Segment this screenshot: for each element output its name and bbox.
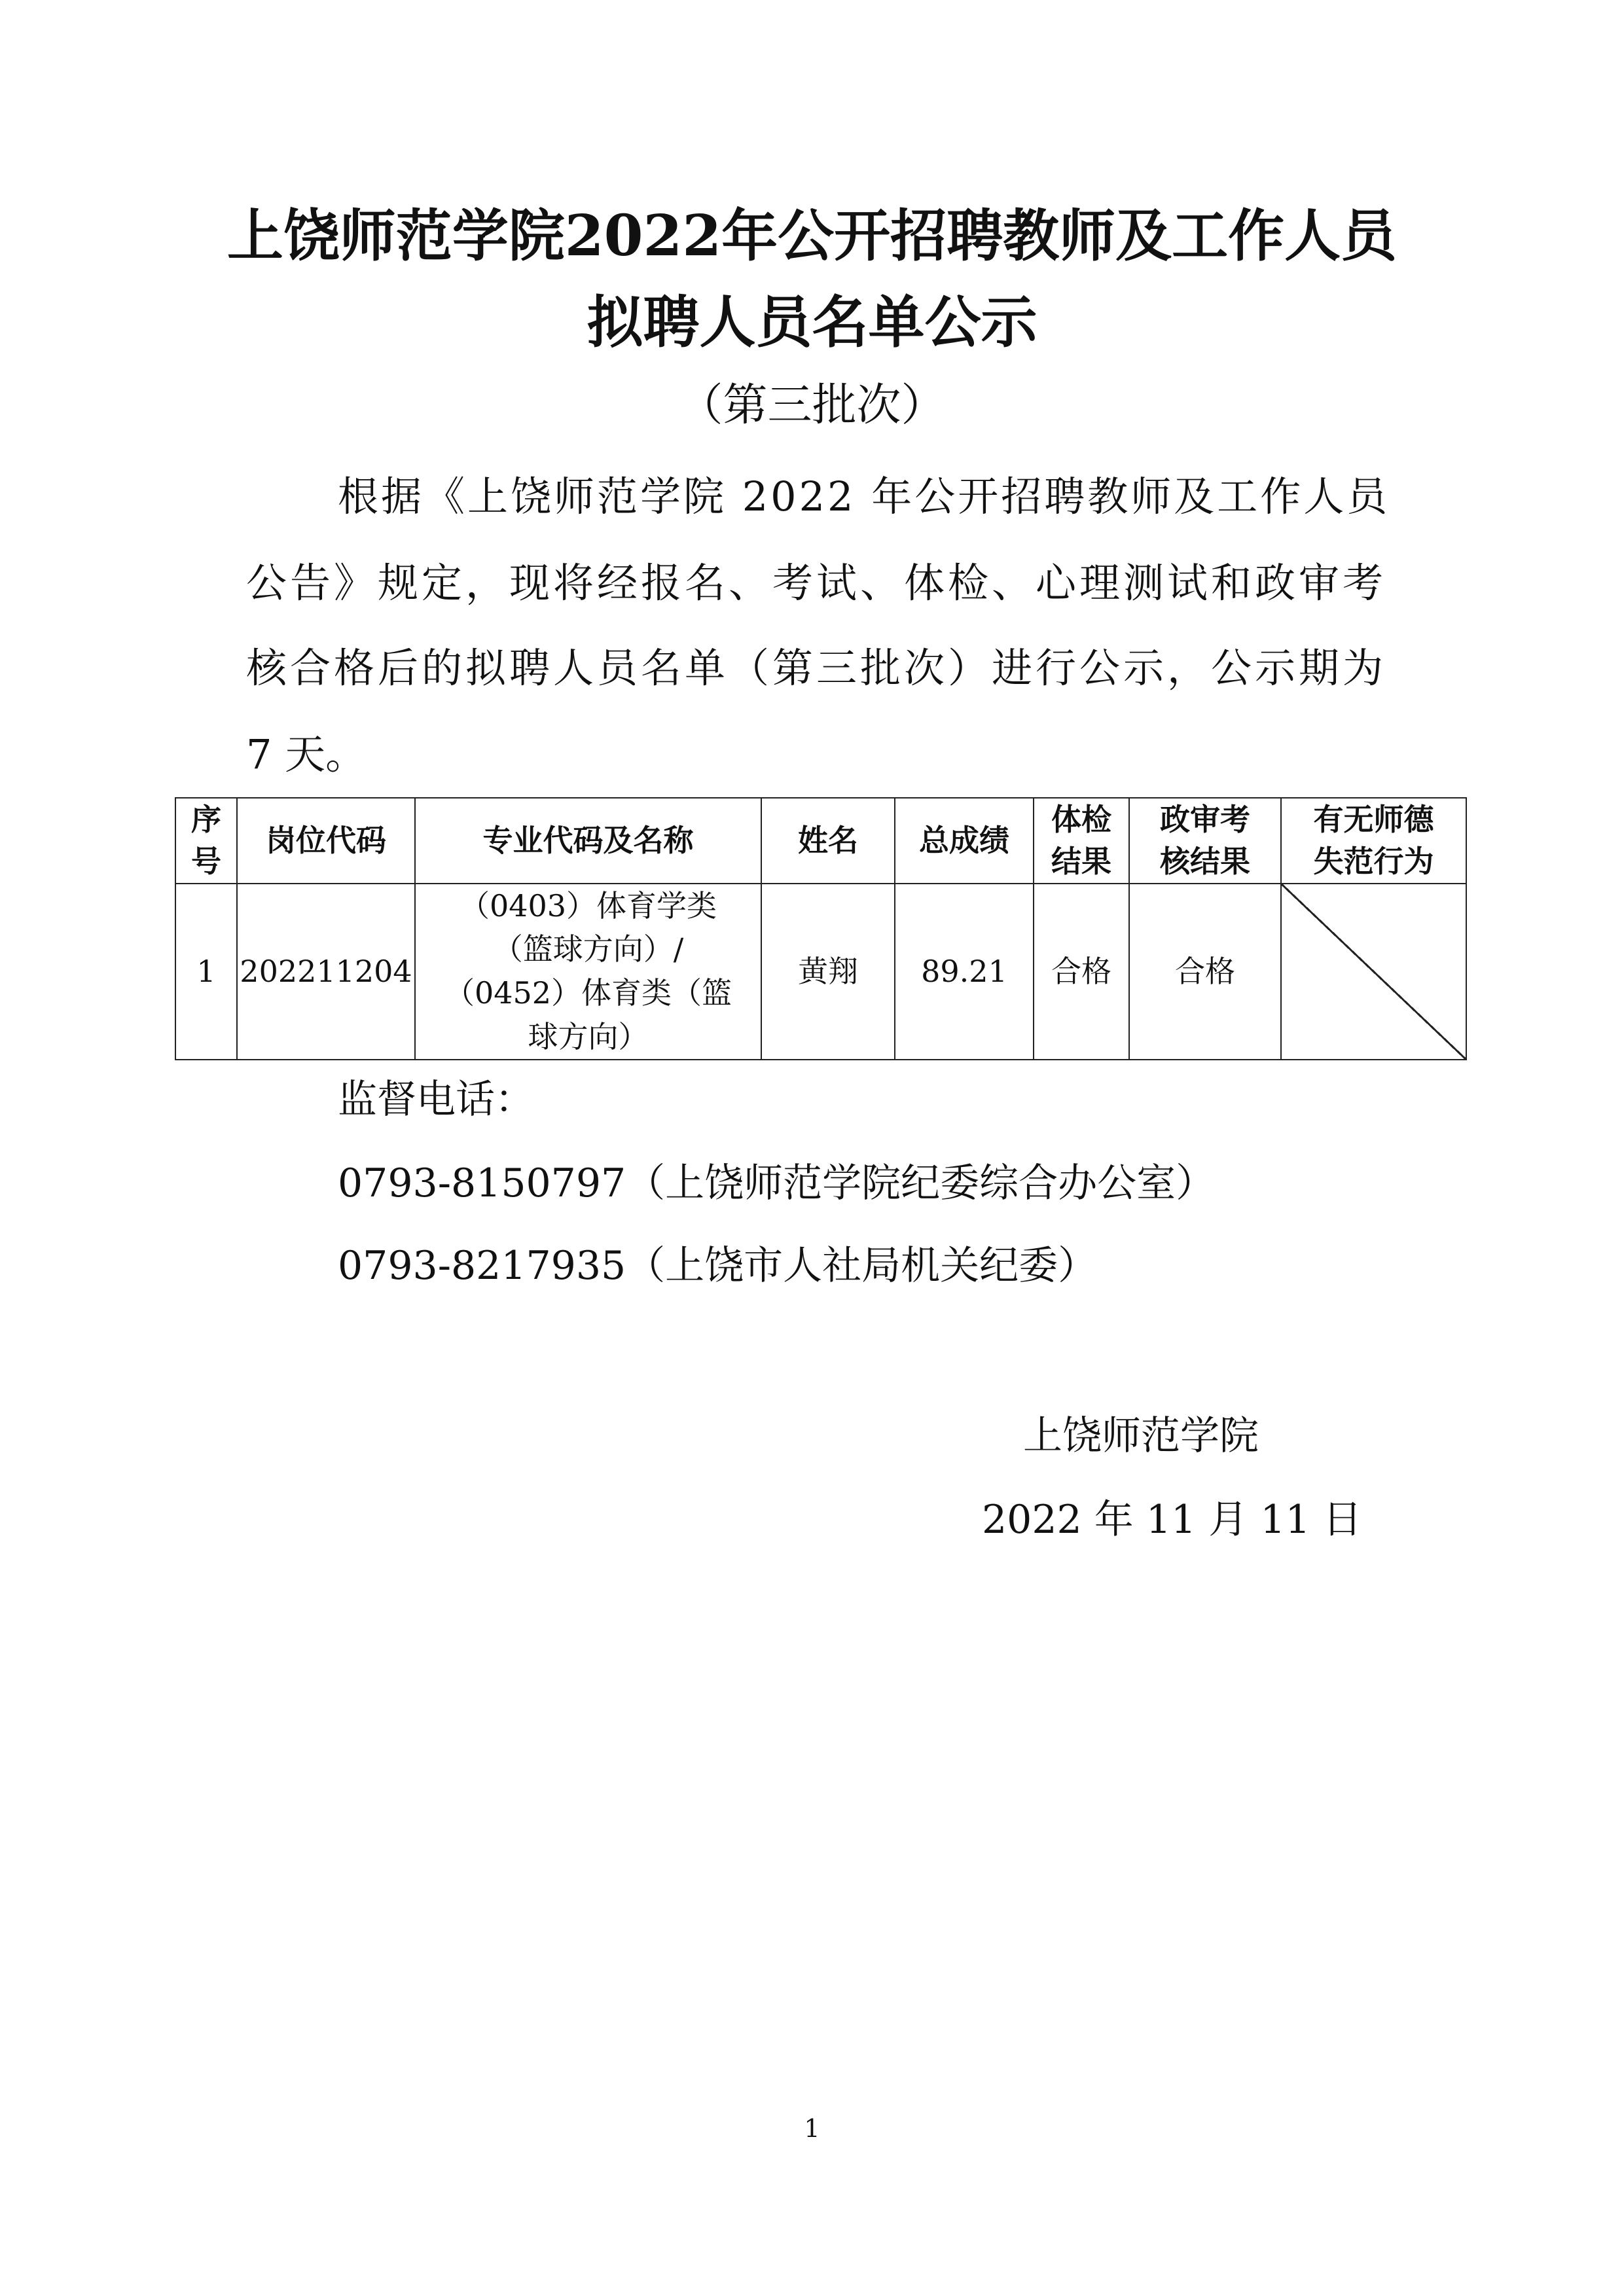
batch-subtitle: （第三批次） [678, 380, 946, 431]
supervision-phone-2: 0793-8217935（上饶市人社局机关纪委） [338, 1243, 1098, 1289]
header-seq: 序 号 [175, 798, 237, 884]
cell-post-code: 202211204 [237, 884, 415, 1060]
header-name: 姓名 [761, 798, 895, 884]
header-major: 专业代码及名称 [415, 798, 761, 884]
supervision-phone-1: 0793-8150797（上饶师范学院纪委综合办公室） [338, 1160, 1216, 1206]
document-title: 上饶师范学院2022年公开招聘教师及工作人员 [226, 203, 1398, 269]
document-title-line-2: 拟聘人员名单公示 [586, 289, 1038, 355]
header-exam-result: 体检 结果 [1034, 798, 1129, 884]
signature-organization: 上饶师范学院 [1023, 1413, 1259, 1459]
header-ethics: 有无师德 失范行为 [1281, 798, 1466, 884]
body-paragraph-line-3: 核合格后的拟聘人员名单（第三批次）进行公示，公示期为 [246, 644, 1387, 692]
table-header-row [175, 798, 1466, 884]
cell-political-result: 合格 [1129, 884, 1281, 1060]
body-paragraph-line-4: 7 天。 [246, 730, 367, 778]
header-post-code: 岗位代码 [237, 798, 415, 884]
cell-major: （0403）体育学类 （篮球方向）/ （0452）体育类（篮 球方向） [415, 884, 761, 1060]
page-number: 1 [804, 2114, 820, 2143]
cell-exam-result: 合格 [1034, 884, 1129, 1060]
cell-seq: 1 [175, 884, 237, 1060]
signature-date: 2022 年 11 月 11 日 [982, 1497, 1362, 1543]
cell-ethics-empty-diagonal [1281, 884, 1466, 1060]
body-paragraph-line-2: 公告》规定，现将经报名、考试、体检、心理测试和政审考 [246, 559, 1387, 607]
body-paragraph-line-1: 根据《上饶师范学院 2022 年公开招聘教师及工作人员 [338, 473, 1390, 520]
header-political-result: 政审考 核结果 [1129, 798, 1281, 884]
supervision-label: 监督电话： [338, 1077, 534, 1122]
table-row [175, 884, 1466, 1060]
cell-score: 89.21 [895, 884, 1034, 1060]
header-score: 总成绩 [895, 798, 1034, 884]
cell-name: 黄翔 [761, 884, 895, 1060]
candidate-table [175, 797, 1467, 1060]
